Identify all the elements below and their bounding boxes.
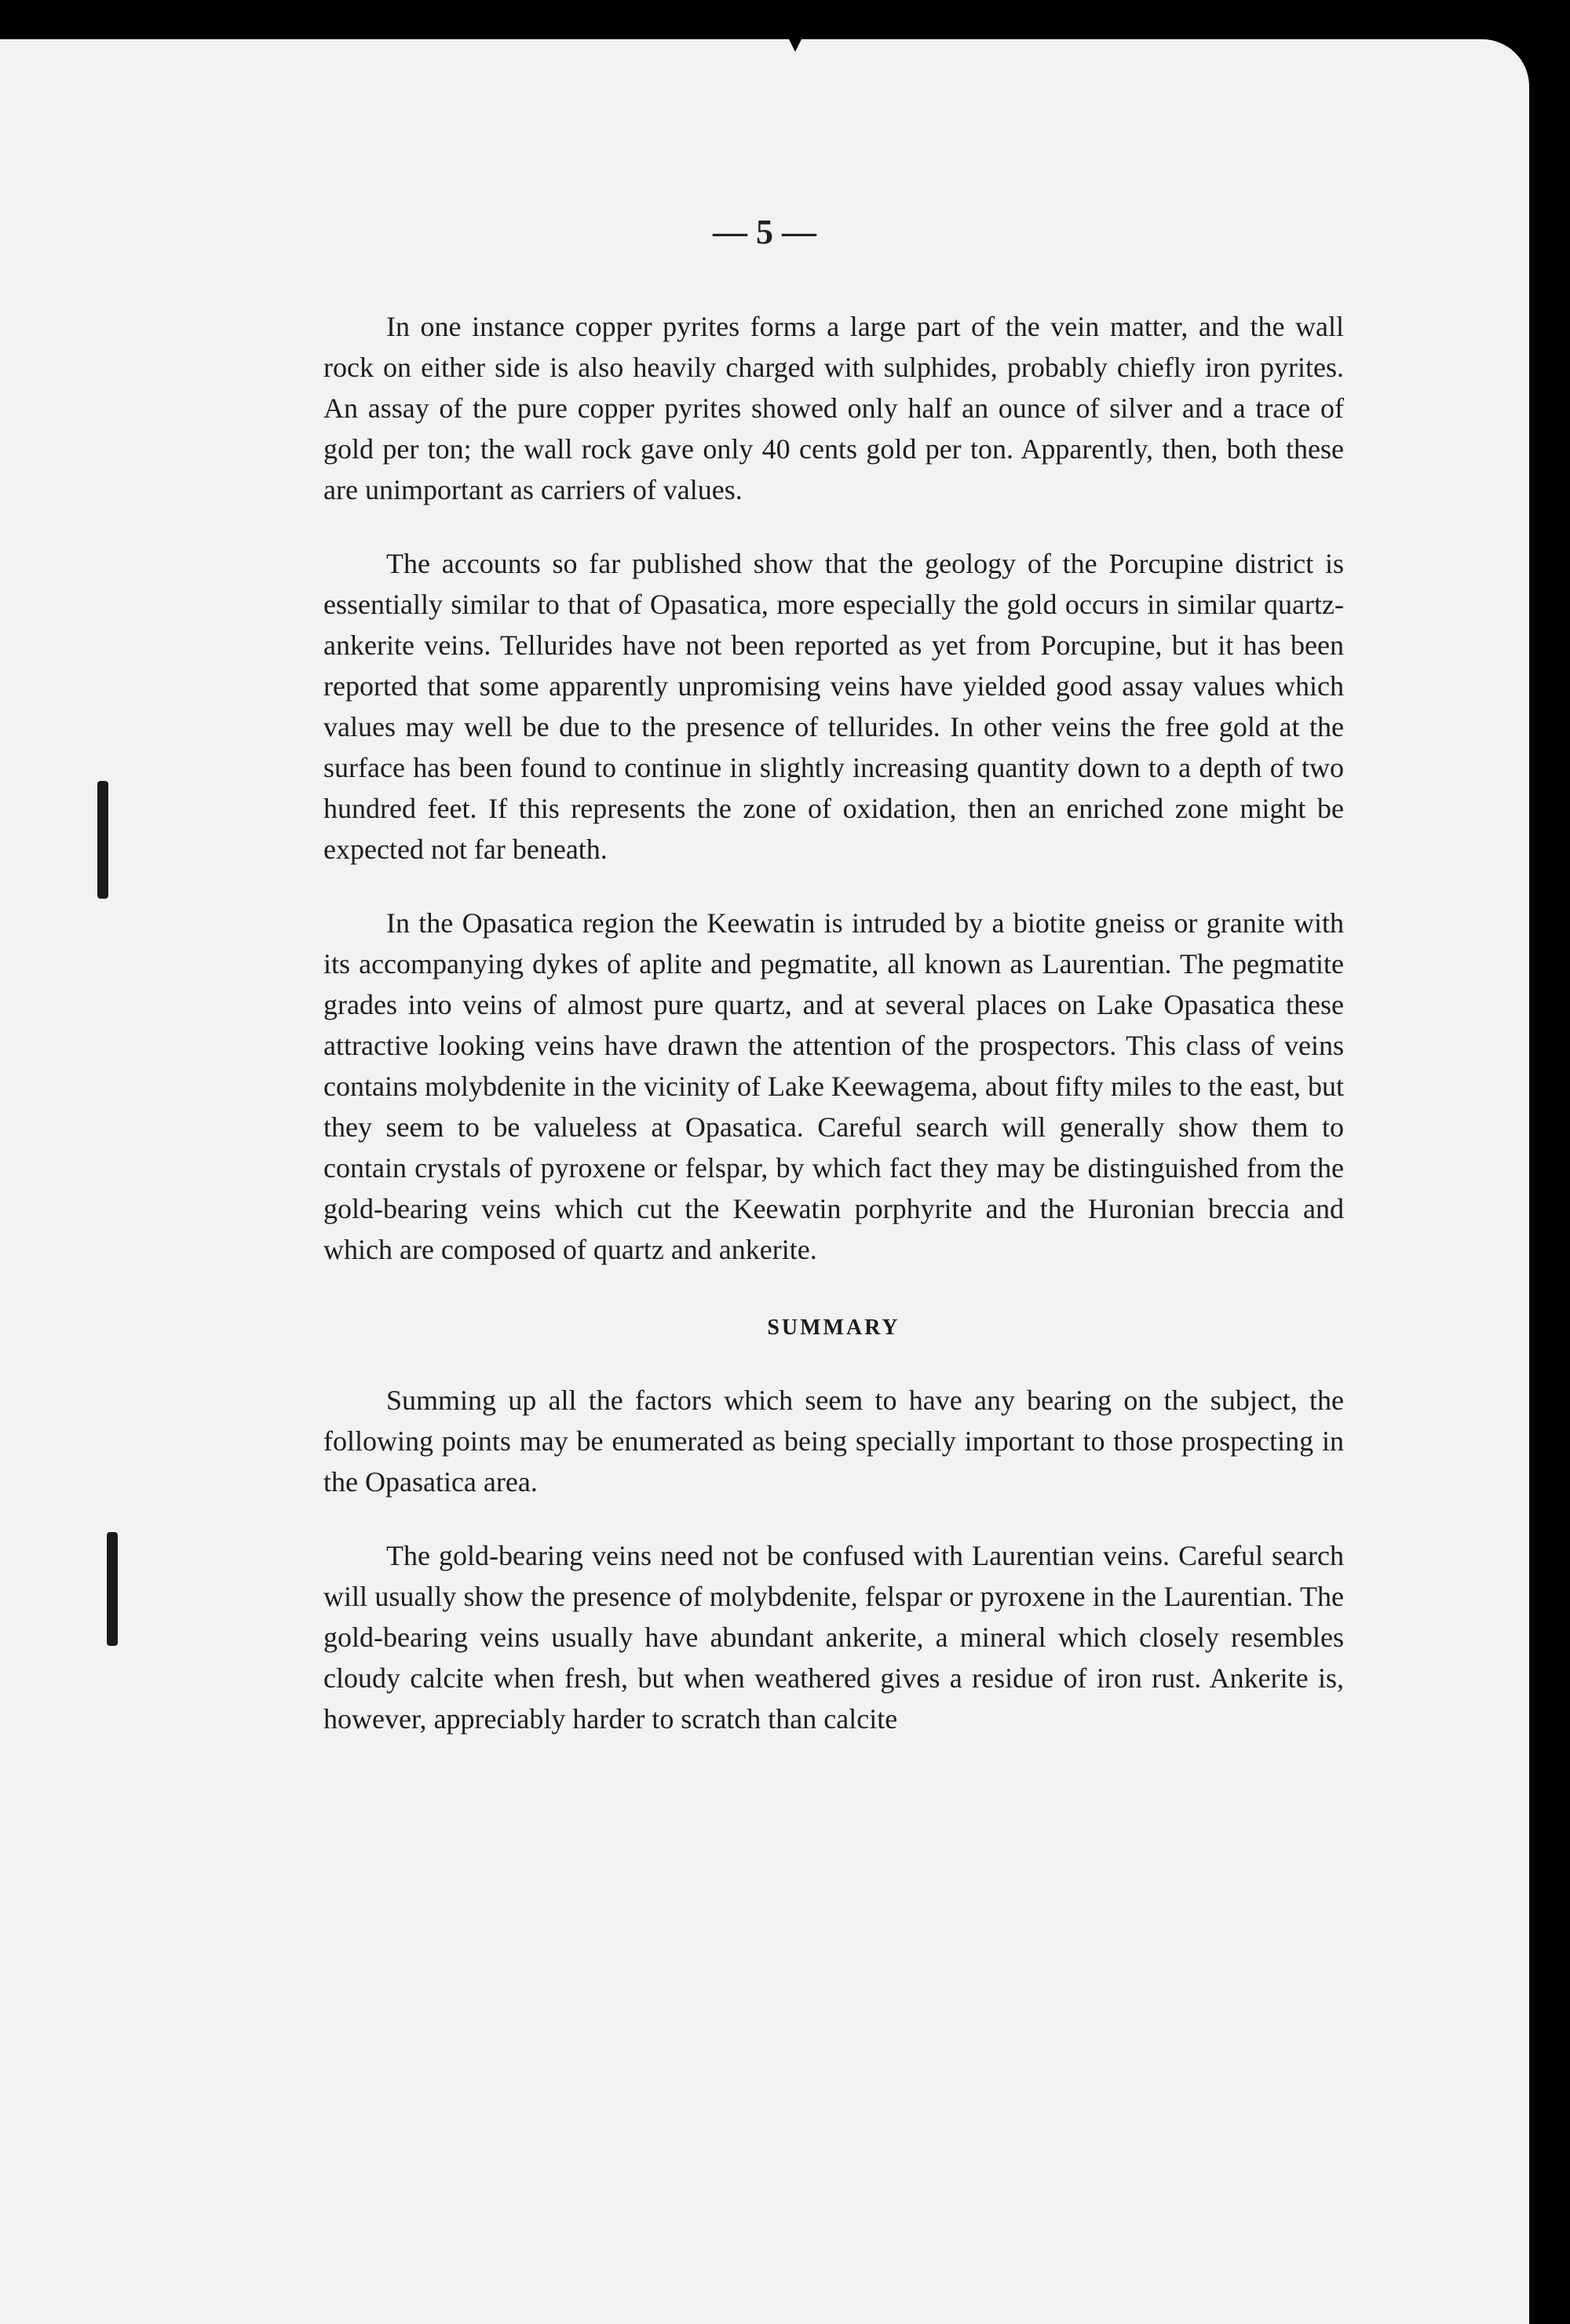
paragraph-gold-veins: The gold-bearing veins need not be confused with Laurentian veins. Careful search will usually show the presence of molybdenite, felspar or pyroxene in the Laurentian. The gold-bearing veins usually have abundant ankerite, a mineral which closely resembles cloudy calcite when fresh, but when weathered gives a residue of iron rust. Ankerite is, however, appreciably harder to scratch than calcite xyxy=(323,1540,1344,1735)
section-heading: SUMMARY xyxy=(767,1315,900,1340)
document-page xyxy=(0,39,1529,2324)
paragraph-copper-pyrites: In one instance copper pyrites forms a large part of the vein matter, and the wall rock on either side is also heavily charged with sulphides, probably chiefly iron pyrites. An assay of the pure copper pyrites showed only half an ounce of silver and a trace of gold per ton; the wall rock gave only 40 cents gold per ton. Apparently, then, both these are unimportant as carriers of values. xyxy=(323,311,1344,505)
scan-artifact-top xyxy=(789,39,801,52)
paragraph-porcupine: The accounts so far published show that the geology of the Porcupine district is essentially similar to that of Opasatica, more especially the gold occurs in similar quartz-ankerite veins. Tellurides have not been reported as yet from Porcupine, but it has been reported that some apparently unpromising veins have yielded good assay values which values may well be due to the presence of tellurides. In other veins the free gold at the surface has been found to continue in slightly increasing quantity down to a depth of two hundred feet. If this represents the zone of oxidation, then an enriched zone might be expected not far beneath. xyxy=(323,548,1344,865)
binding-hole-upper xyxy=(97,781,108,899)
binding-hole-lower xyxy=(107,1532,118,1646)
paragraph-laurentian: In the Opasatica region the Keewatin is intruded by a biotite gneiss or granite with its accompanying dykes of aplite and pegmatite, all known as Laurentian. The pegmatite grades into veins of almost pure quartz, and at several places on Lake Opasatica these attractive looking veins have drawn the attention of the prospectors. This class of veins contains molybdenite in the vicinity of Lake Keewagema, about fifty miles to the east, but they seem to be valueless at Opasatica. Careful search will generally show them to contain crystals of pyroxene or felspar, by which fact they may be distinguished from the gold-bearing veins which cut the Keewatin porphyrite and the Huronian breccia and which are composed of quartz and ankerite. xyxy=(323,907,1344,1265)
paragraph-summary-intro: Summing up all the factors which seem to have any bearing on the subject, the following points may be enumerated as being specially important to those prospecting in the Opasatica area. xyxy=(323,1385,1344,1498)
page-number: — 5 — xyxy=(713,213,816,251)
page-body xyxy=(323,306,1344,1772)
